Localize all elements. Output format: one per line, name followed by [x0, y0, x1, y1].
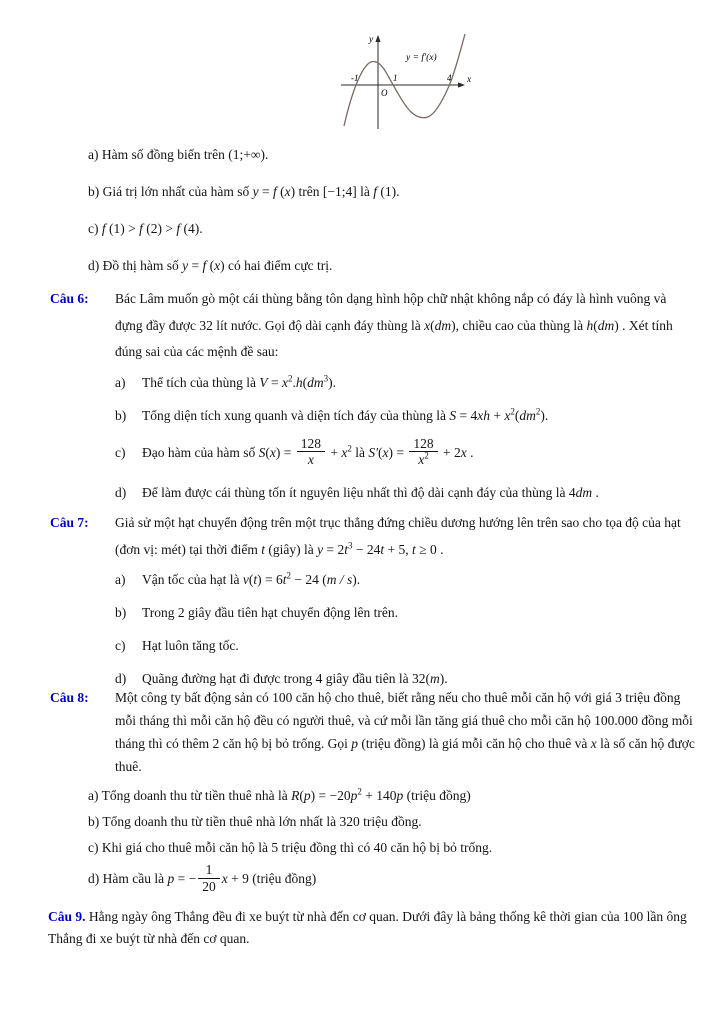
question-8 [50, 686, 698, 902]
x-axis-arrow [458, 82, 465, 87]
q7-item-d-text: Quãng đường hạt đi được trong 4 giây đầu tiên là 32(m). [142, 671, 448, 686]
q6-item-a-text: Thể tích của thùng là $V = x^2.h(dm^3)$. [142, 373, 336, 390]
q6-item-c-label: c) [115, 444, 126, 460]
q6-item-a [115, 371, 695, 394]
q6-item-b-label: b) [115, 407, 127, 423]
q7-item-b [115, 601, 695, 624]
tick-neg1: -1 [351, 73, 359, 83]
q7-item-c-label: c) [115, 638, 126, 653]
q8-item-a: a) Tổng doanh thu từ tiền thuê nhà là $R(p) = -20p^2 + 140p$ (triệu đồng) [88, 786, 471, 803]
question-7 [50, 510, 695, 700]
origin-label: O [381, 88, 388, 98]
y-axis-label: y [369, 35, 374, 45]
q5-statement-d: d) Đồ thị hàm số y = f (x) có hai điểm cực trị. [88, 258, 333, 273]
y-axis-arrow [375, 35, 380, 42]
question-8-items [88, 785, 698, 897]
q7-item-a-text: Vận tốc của hạt là $v(t) = 6t^2 - 24$ (m / s). [142, 570, 361, 587]
question-6-body [115, 286, 695, 514]
tick-1: 1 [393, 73, 398, 83]
q8-item-c: c) Khi giá cho thuê mỗi căn hộ là 5 triệu đồng thì có 40 căn hộ bị bỏ trống. [88, 840, 493, 855]
q5-statement-a: a) Hàm số đồng biến trên (1;+∞). [88, 147, 269, 162]
q7-item-b-text: Trong 2 giây đầu tiên hạt chuyển động lên trên. [142, 605, 398, 620]
question-7-items [115, 568, 695, 690]
question-6-label: Câu 6: [50, 291, 89, 306]
question-6-items [115, 371, 695, 504]
curve-equation-label: y = f′(x) [406, 53, 437, 63]
q5-statement-c: c) f (1) > f (2) > f (4). [88, 221, 203, 236]
q5-statement-b: b) Giá trị lớn nhất của hàm số y = f (x) trên [−1;4] là f (1). [88, 184, 400, 199]
q6-item-c-text: Đạo hàm của hàm số S(x) = $\frac{128}{x}$ + $x^2$ là S′(x) = $\frac{128}{x^2}$ + 2x . [142, 435, 474, 468]
q7-item-c-text: Hạt luôn tăng tốc. [142, 638, 239, 653]
question5-statements [88, 144, 688, 292]
q7-item-b-label: b) [115, 605, 127, 620]
x-axis-label: x [467, 75, 472, 85]
question-8-body [115, 686, 698, 778]
question-9 [48, 906, 698, 950]
q7-item-a [115, 568, 695, 591]
question-6 [50, 286, 695, 514]
question-7-label: Câu 7: [50, 515, 89, 530]
q6-item-d [115, 481, 695, 504]
q8-item-b: b) Tổng doanh thu từ tiền thuê nhà lớn nhất là 320 triệu đồng. [88, 814, 422, 829]
question-7-text: Giả sử một hạt chuyển động trên một trục thẳng đứng chiều dương hướng lên trên sao cho tọa độ của hạt (đơn vị: mét) tại thời điểm t (giây) là $y = 2t^3 - 24t + 5$, t ≥ 0 . [115, 515, 681, 557]
question-9-text: Hằng ngày ông Thắng đều đi xe buýt từ nhà đến cơ quan. Dưới đây là bảng thống kê thời gian của 100 lần ông Thắng đi xe buýt từ nhà đến cơ quan. [48, 909, 687, 946]
function-graph [338, 30, 476, 132]
q6-item-b [115, 404, 695, 427]
q7-item-d-label: d) [115, 671, 127, 686]
q7-item-c [115, 634, 695, 657]
q8-item-d: d) Hàm cầu là p = − $\frac{1}{20}$ x + 9 (triệu đồng) [88, 862, 317, 894]
q6-item-c [115, 437, 695, 471]
question-7-body [115, 510, 695, 700]
q6-item-a-label: a) [115, 374, 126, 390]
q6-item-b-text: Tổng diện tích xung quanh và diện tích đáy của thùng là $S = 4xh + x^2(dm^2)$. [142, 406, 549, 423]
tick-4: 4 [447, 73, 452, 83]
question-6-text: Bác Lâm muốn gò một cái thùng bằng tôn dạng hình hộp chữ nhật không nắp có đáy là hình vuông và đựng đầy được 32 lít nước. Gọi độ dài cạnh đáy thùng là x(dm), chiều cao của thùng là h(dm) . Xét tính đúng sai của các mệnh đề sau: [115, 291, 673, 359]
q6-item-d-text: Để làm được cái thùng tốn ít nguyên liệu nhất thì độ dài cạnh đáy của thùng là 4dm . [142, 484, 599, 500]
q6-item-d-label: d) [115, 484, 127, 500]
question-9-label: Câu 9. [48, 909, 86, 924]
q7-item-a-label: a) [115, 572, 126, 587]
question-8-label: Câu 8: [50, 690, 89, 705]
question-8-text: Một công ty bất động sản có 100 căn hộ cho thuê, biết rằng nếu cho thuê mỗi căn hộ với giá 3 triệu đồng mỗi tháng thì mỗi căn hộ đều có người thuê, và cứ mỗi lần tăng giá thuê cho mỗi căn hộ 100.000 đồng mỗi tháng thì có thêm 2 căn hộ bị bỏ trống. Gọi p (triệu đồng) là giá mỗi căn hộ cho thuê và x là số căn hộ được thuê. [115, 690, 695, 774]
fprime-graph-svg [338, 30, 476, 132]
